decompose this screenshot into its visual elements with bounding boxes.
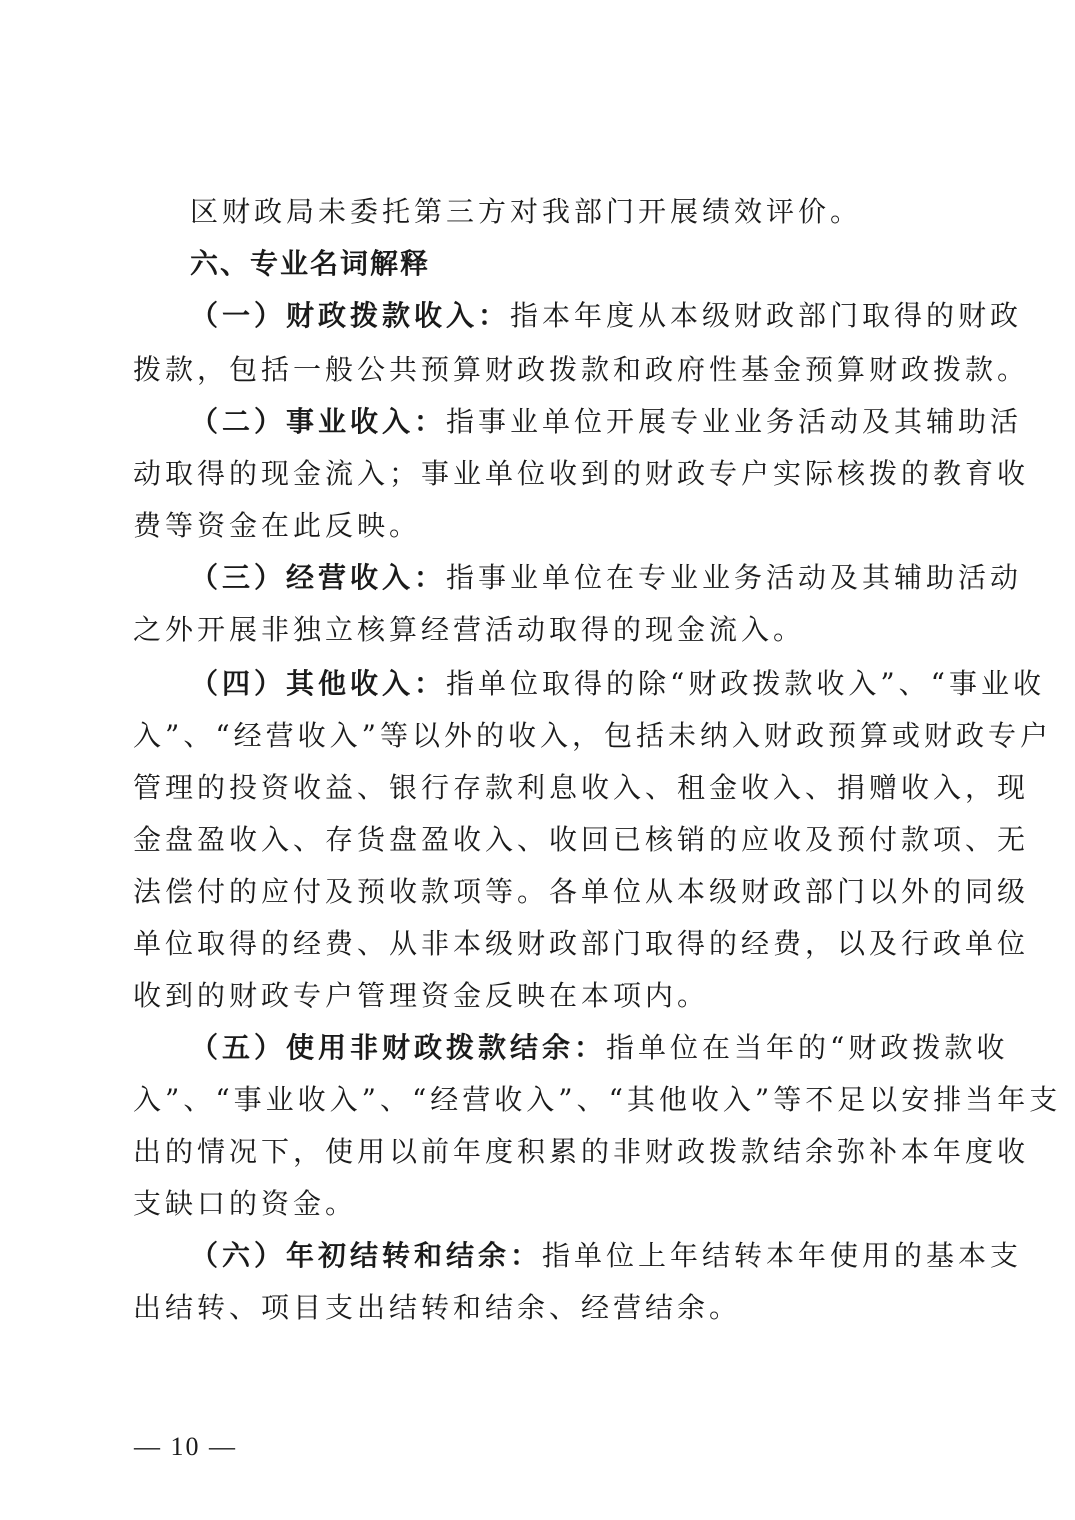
page-number: — 10 — (134, 1432, 237, 1461)
definition-item-4-line-4: 金盘盈收入、存货盘盈收入、收回已核销的应收及预付款项、无 (133, 823, 1030, 856)
definition-item-5-line-4: 支缺口的资金。 (133, 1187, 358, 1220)
definition-item-4-line-3: 管理的投资收益、银行存款利息收入、租金收入、捐赠收入，现 (133, 771, 1030, 804)
definition-text: 指事业单位在专业业务活动及其辅助活动 (446, 561, 1023, 594)
definition-item-3-line-2: 之外开展非独立核算经营活动取得的现金流入。 (133, 613, 806, 646)
intro-text: 区财政局未委托第三方对我部门开展绩效评价。 (190, 195, 863, 228)
definition-term: （四）其他收入： (190, 667, 447, 700)
definition-text: 指单位取得的除“财政拨款收入”、“事业收 (446, 667, 1045, 700)
section-heading: 六、专业名词解释 (190, 247, 431, 280)
definition-item-1-line-2: 拨款，包括一般公共预算财政拨款和政府性基金预算财政拨款。 (133, 353, 1030, 386)
definition-item-4-line-1 (190, 666, 1045, 702)
definition-term: （一）财政拨款收入： (190, 299, 511, 332)
definition-item-2-line-2: 动取得的现金流入；事业单位收到的财政专户实际核拨的教育收 (133, 457, 1030, 490)
definition-term: （三）经营收入： (190, 561, 447, 594)
definition-term: （五）使用非财政拨款结余： (190, 1031, 607, 1064)
definition-term: （六）年初结转和结余： (190, 1239, 543, 1272)
definition-item-4-line-2: 入”、“经营收入”等以外的收入，包括未纳入财政预算或财政专户 (133, 719, 1052, 752)
definition-item-4-line-7: 收到的财政专户管理资金反映在本项内。 (133, 979, 710, 1012)
definition-text: 指单位上年结转本年使用的基本支 (542, 1239, 1023, 1272)
intro-paragraph (190, 194, 945, 230)
definition-item-5-line-3: 出的情况下，使用以前年度积累的非财政拨款结余弥补本年度收 (133, 1135, 1030, 1168)
definition-item-2-line-1 (190, 404, 1023, 440)
definition-item-1-line-1 (190, 298, 1023, 334)
definition-item-5-line-2: 入”、“事业收入”、“经营收入”、“其他收入”等不足以安排当年支 (133, 1083, 1062, 1116)
definition-item-4-line-6: 单位取得的经费、从非本级财政部门取得的经费，以及行政单位 (133, 927, 1030, 960)
definition-item-4-line-5: 法偿付的应付及预收款项等。各单位从本级财政部门以外的同级 (133, 875, 1030, 908)
definition-text: 指单位在当年的“财政拨款收 (606, 1031, 1009, 1064)
definition-item-5-line-1 (190, 1030, 1009, 1066)
definition-text: 指本年度从本级财政部门取得的财政 (510, 299, 1023, 332)
definition-item-6-line-2: 出结转、项目支出结转和结余、经营结余。 (133, 1291, 742, 1324)
definition-item-2-line-3: 费等资金在此反映。 (133, 509, 422, 542)
definition-text: 指事业单位开展专业业务活动及其辅助活 (446, 405, 1023, 438)
definition-item-3-line-1 (190, 560, 1023, 596)
definition-term: （二）事业收入： (190, 405, 447, 438)
definition-item-6-line-1 (190, 1238, 1023, 1274)
